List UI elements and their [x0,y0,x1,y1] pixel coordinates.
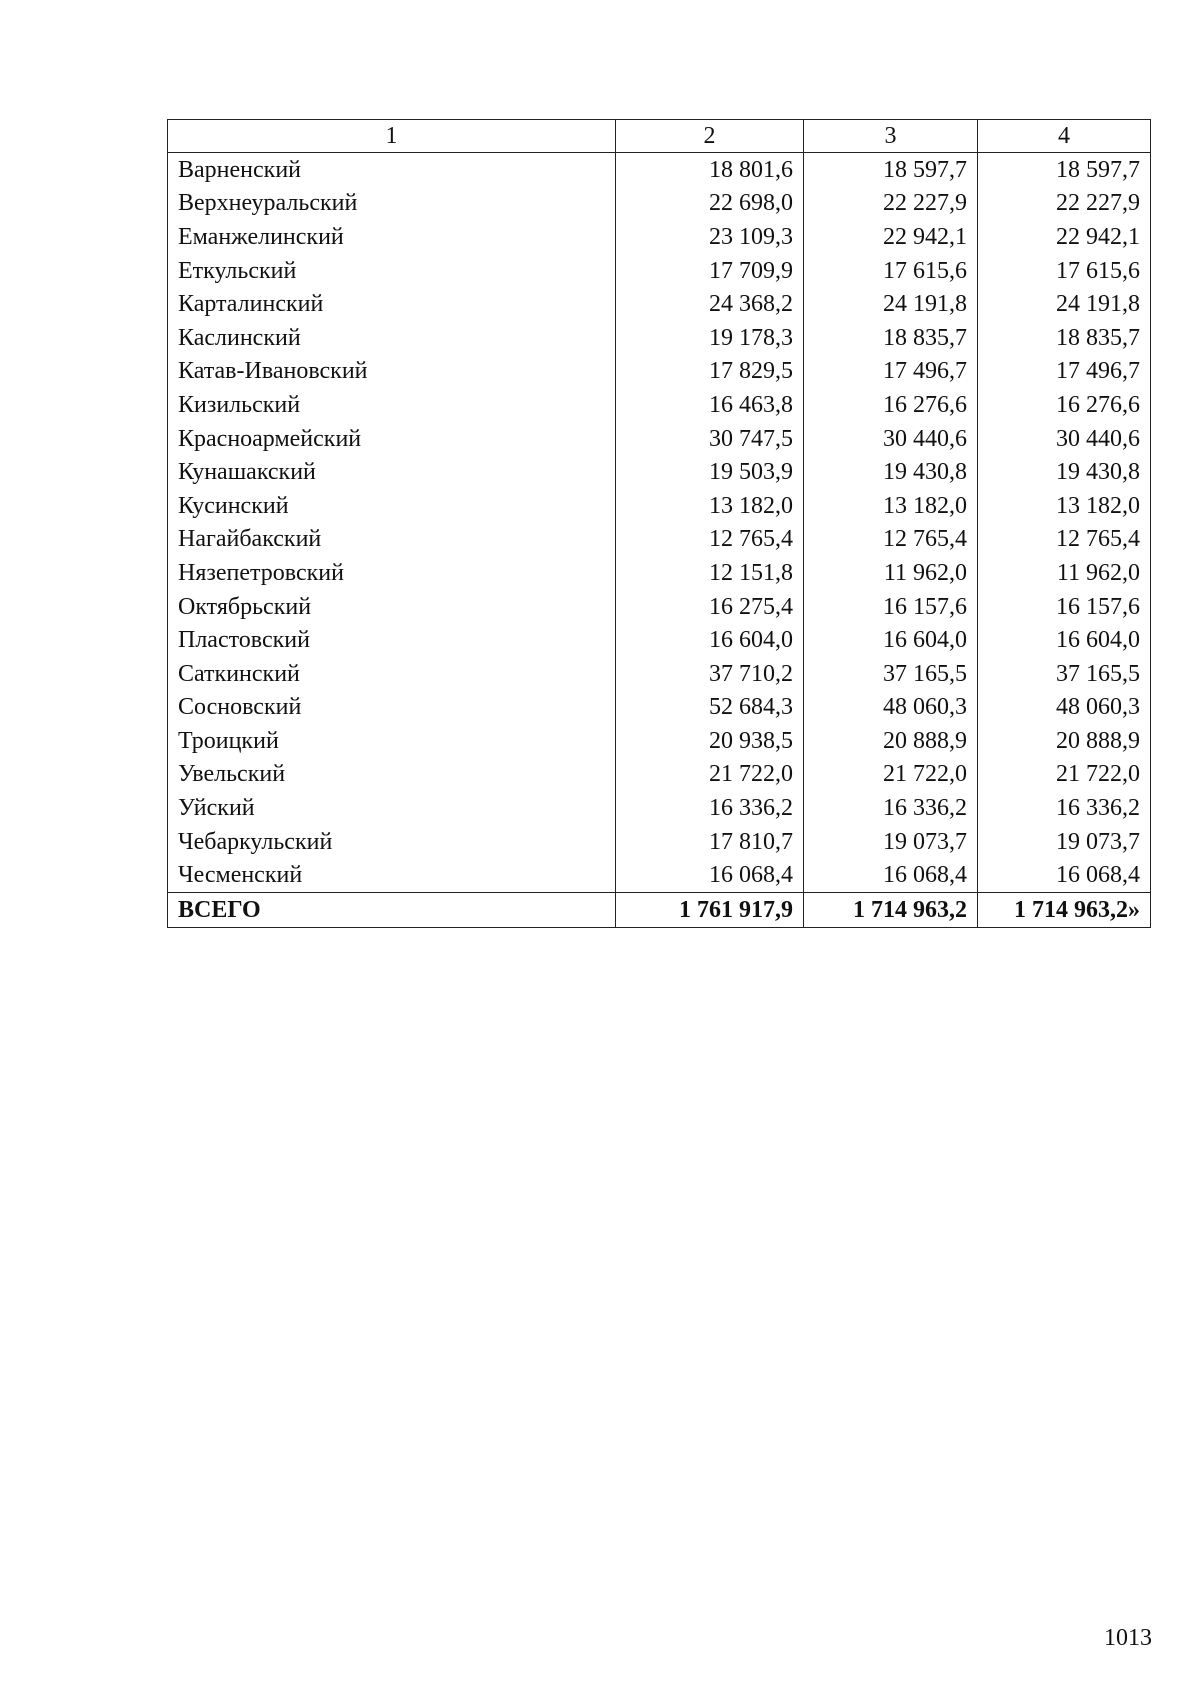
table-row [168,657,1151,691]
value-col-2: 16 604,0 [616,623,804,657]
value-col-3: 18 835,7 [804,321,978,355]
district-name: Кизильский [168,388,616,422]
table-row [168,556,1151,590]
district-name: Чебаркульский [168,825,616,859]
table-footer [168,893,1151,928]
district-name: Верхнеуральский [168,187,616,221]
value-col-2: 17 709,9 [616,254,804,288]
value-col-3: 21 722,0 [804,758,978,792]
table-body [168,153,1151,893]
value-col-2: 16 336,2 [616,791,804,825]
value-col-3: 16 604,0 [804,623,978,657]
total-label: ВСЕГО [168,893,616,928]
value-col-3: 16 336,2 [804,791,978,825]
value-col-4: 16 336,2 [978,791,1151,825]
district-name: Варненский [168,153,616,187]
district-name: Катав-Ивановский [168,355,616,389]
district-name: Нагайбакский [168,523,616,557]
table-row [168,623,1151,657]
data-table [167,119,1151,928]
value-col-4: 18 835,7 [978,321,1151,355]
value-col-3: 17 615,6 [804,254,978,288]
value-col-4: 20 888,9 [978,724,1151,758]
district-name: Саткинский [168,657,616,691]
value-col-2: 23 109,3 [616,220,804,254]
value-col-2: 16 463,8 [616,388,804,422]
value-col-3: 18 597,7 [804,153,978,187]
value-col-4: 12 765,4 [978,523,1151,557]
district-name: Карталинский [168,287,616,321]
value-col-4: 17 615,6 [978,254,1151,288]
table-row [168,523,1151,557]
value-col-4: 24 191,8 [978,287,1151,321]
value-col-4: 22 227,9 [978,187,1151,221]
value-col-4: 37 165,5 [978,657,1151,691]
value-col-2: 52 684,3 [616,691,804,725]
value-col-3: 37 165,5 [804,657,978,691]
district-name: Уйский [168,791,616,825]
value-col-4: 16 068,4 [978,858,1151,892]
value-col-3: 30 440,6 [804,422,978,456]
district-name: Кусинский [168,489,616,523]
table-row [168,388,1151,422]
value-col-2: 30 747,5 [616,422,804,456]
table-row [168,287,1151,321]
value-col-4: 48 060,3 [978,691,1151,725]
value-col-2: 17 829,5 [616,355,804,389]
table-row [168,422,1151,456]
value-col-4: 13 182,0 [978,489,1151,523]
value-col-3: 13 182,0 [804,489,978,523]
header-cell-1: 1 [168,120,616,153]
value-col-3: 16 157,6 [804,590,978,624]
value-col-2: 19 503,9 [616,455,804,489]
page-number: 1013 [1104,1625,1152,1651]
value-col-2: 16 275,4 [616,590,804,624]
value-col-3: 22 942,1 [804,220,978,254]
value-col-2: 20 938,5 [616,724,804,758]
header-row [168,120,1151,153]
district-name: Пластовский [168,623,616,657]
table-header [168,120,1151,153]
district-name: Чесменский [168,858,616,892]
district-name: Красноармейский [168,422,616,456]
value-col-4: 19 430,8 [978,455,1151,489]
table-row [168,691,1151,725]
value-col-4: 11 962,0 [978,556,1151,590]
table-row [168,321,1151,355]
header-cell-3: 3 [804,120,978,153]
table-row [168,758,1151,792]
value-col-4: 22 942,1 [978,220,1151,254]
value-col-2: 18 801,6 [616,153,804,187]
value-col-4: 16 157,6 [978,590,1151,624]
table-row [168,858,1151,892]
value-col-2: 13 182,0 [616,489,804,523]
table-row [168,153,1151,187]
value-col-3: 19 430,8 [804,455,978,489]
value-col-2: 21 722,0 [616,758,804,792]
table-row [168,455,1151,489]
value-col-3: 48 060,3 [804,691,978,725]
district-name: Кунашакский [168,455,616,489]
value-col-3: 17 496,7 [804,355,978,389]
table-row [168,724,1151,758]
value-col-2: 19 178,3 [616,321,804,355]
header-cell-2: 2 [616,120,804,153]
value-col-3: 24 191,8 [804,287,978,321]
total-col-2: 1 761 917,9 [616,893,804,928]
table-row [168,489,1151,523]
district-name: Еткульский [168,254,616,288]
value-col-4: 18 597,7 [978,153,1151,187]
district-name: Еманжелинский [168,220,616,254]
value-col-3: 11 962,0 [804,556,978,590]
value-col-3: 19 073,7 [804,825,978,859]
district-name: Каслинский [168,321,616,355]
total-col-3: 1 714 963,2 [804,893,978,928]
value-col-2: 22 698,0 [616,187,804,221]
table-row [168,254,1151,288]
value-col-2: 17 810,7 [616,825,804,859]
value-col-4: 30 440,6 [978,422,1151,456]
value-col-2: 12 765,4 [616,523,804,557]
district-name: Увельский [168,758,616,792]
value-col-2: 37 710,2 [616,657,804,691]
table-row [168,590,1151,624]
value-col-4: 16 276,6 [978,388,1151,422]
district-name: Октябрьский [168,590,616,624]
value-col-2: 24 368,2 [616,287,804,321]
table-row [168,187,1151,221]
district-name: Сосновский [168,691,616,725]
value-col-3: 16 068,4 [804,858,978,892]
table-row [168,220,1151,254]
table-row [168,825,1151,859]
value-col-3: 16 276,6 [804,388,978,422]
value-col-3: 22 227,9 [804,187,978,221]
value-col-4: 19 073,7 [978,825,1151,859]
value-col-2: 12 151,8 [616,556,804,590]
total-col-4: 1 714 963,2» [978,893,1151,928]
header-cell-4: 4 [978,120,1151,153]
district-name: Троицкий [168,724,616,758]
district-name: Нязепетровский [168,556,616,590]
value-col-3: 20 888,9 [804,724,978,758]
value-col-3: 12 765,4 [804,523,978,557]
value-col-2: 16 068,4 [616,858,804,892]
value-col-4: 21 722,0 [978,758,1151,792]
table-row [168,791,1151,825]
total-row [168,893,1151,928]
value-col-4: 17 496,7 [978,355,1151,389]
table-row [168,355,1151,389]
value-col-4: 16 604,0 [978,623,1151,657]
